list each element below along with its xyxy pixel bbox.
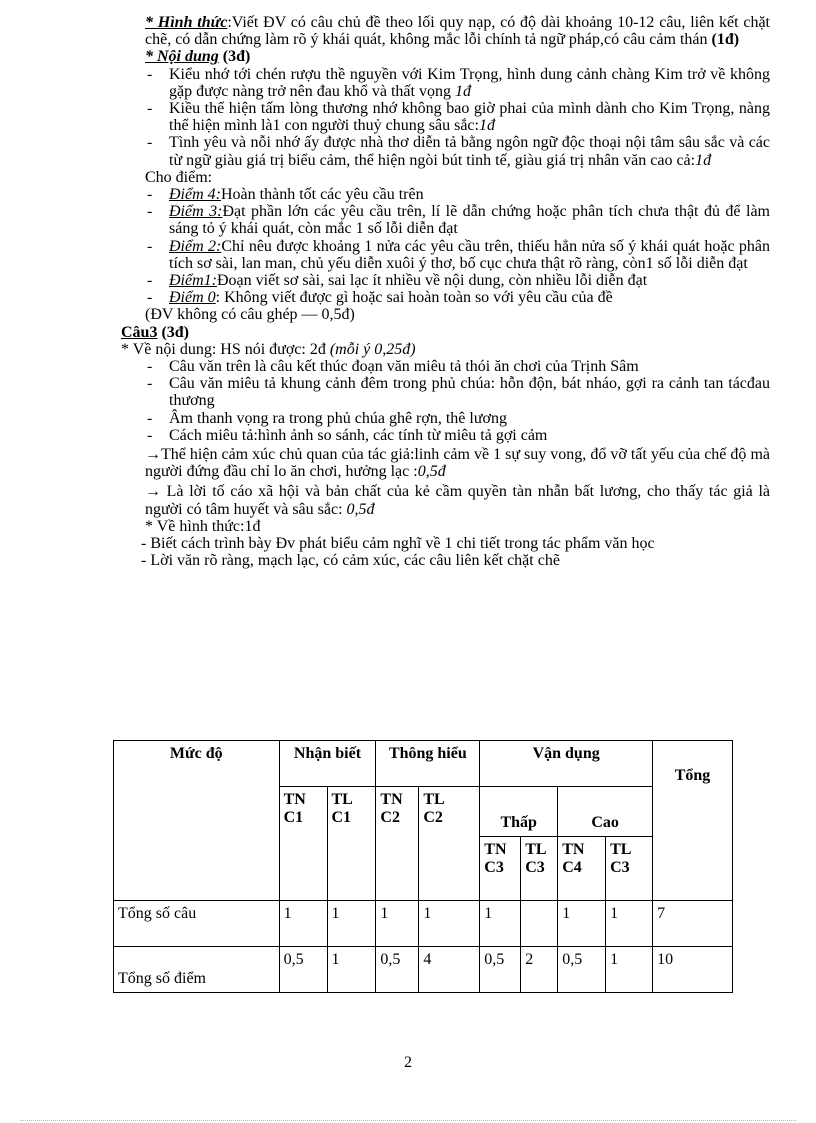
grade-item: - Điểm 4:Hoàn thành tốt các yêu cầu trên	[145, 186, 770, 203]
content-label: * Nội dung	[145, 48, 219, 66]
table-row	[114, 947, 733, 993]
table-cell: 1	[279, 901, 327, 947]
page-number: 2	[404, 1054, 412, 1071]
form-text: :Viết ĐV có câu chủ đề theo lối quy nạp, có độ dài khoảng 10-12 câu, liên kết chặt chẽ, có dẫn chứng làm rõ ý khái quát, không mắc lỗi chính tả ngữ pháp,có câu cảm thán	[145, 14, 770, 49]
table-cell: 0,5	[376, 947, 419, 993]
table-cell: 2	[521, 947, 558, 993]
grade-item: - Điểm 2:Chỉ nêu được khoảng 1 nửa các yêu cầu trên, thiếu hẳn nửa số ý khái quát hoặc phân tích sơ sài, lan man, chủ yếu diễn xuôi ý thơ, bố cục chưa thật rõ ràng, còn1 số lỗi diễn đạt	[145, 238, 770, 272]
sub-header: TN C3	[480, 837, 521, 901]
content-bullet: - Tình yêu và nỗi nhớ ấy được nhà thơ diễn tả bằng ngôn ngữ độc thoại nội tâm sâu sắc và các từ ngữ giàu giá trị biểu cảm, thể hiện ngòi bút tinh tế, giàu giá trị nhân văn cao cả:1đ	[145, 134, 770, 168]
q3-bullet: - Âm thanh vọng ra trong phủ chúa ghê rợn, thê lương	[145, 410, 770, 427]
table-cell: 0,5	[558, 947, 606, 993]
header-recognize: Nhận biết	[279, 741, 376, 787]
table-cell: 10	[653, 947, 733, 993]
q3-bullet: - Cách miêu tả:hình ảnh so sánh, các tính từ miêu tả gợi cảm	[145, 427, 770, 444]
form-intro: * Về hình thức:1đ	[145, 517, 261, 535]
table-cell: 0,5	[480, 947, 521, 993]
arrow-right-icon: →	[145, 483, 161, 501]
content-heading	[145, 48, 770, 65]
grade-item: - Điểm1:Đoạn viết sơ sài, sai lạc ít nhiều về nội dung, còn nhiều lỗi diễn đạt	[145, 272, 770, 289]
conclusion-item: →Thể hiện cảm xúc chủ quan của tác giả:linh cảm về 1 sự suy vong, đổ vỡ tất yếu của chế độ mà người đứng đầu chỉ lo ăn chơi, hưởng lạc :0,5đ	[145, 446, 770, 481]
arrow-right-icon: →	[145, 446, 161, 464]
table-cell: 1	[606, 947, 653, 993]
content-score: (3đ)	[222, 48, 251, 66]
header-understand: Thông hiểu	[376, 741, 480, 787]
q3-bullet: - Câu văn trên là câu kết thúc đoạn văn miêu tả thói ăn chơi của Trịnh Sâm	[145, 358, 770, 375]
sub-header: TN C2	[376, 787, 419, 901]
form-label: * Hình thức	[145, 14, 228, 31]
sub-header: TL C3	[521, 837, 558, 901]
table-cell: 7	[653, 901, 733, 947]
table-cell	[521, 901, 558, 947]
header-total: Tổng	[653, 741, 733, 901]
grading-title: Cho điểm:	[145, 168, 213, 186]
sub-header: TL C3	[606, 837, 653, 901]
q3-bullet: - Câu văn miêu tả khung cảnh đêm trong phủ chúa: hỗn độn, bát nháo, gợi ra cảnh tan tácđau thương	[145, 375, 770, 409]
score-matrix-table	[113, 740, 733, 993]
conclusion-item: → Là lời tố cáo xã hội và bản chất của kẻ cầm quyền tàn nhẫn bất lương, cho thấy tác giả là người có tâm huyết và sâu sắc: 0,5đ	[145, 483, 770, 518]
content-bullet: - Kiểu nhớ tới chén rượu thề nguyền với Kim Trọng, hình dung cảnh chàng Kim trở về không gặp được nàng trở nên đau khổ và thất vọng 1đ	[145, 66, 770, 100]
header-level: Mức độ	[114, 741, 280, 901]
form-item: - Lời văn rõ ràng, mạch lạc, có cảm xúc, các câu liên kết chặt chẽ	[141, 552, 560, 570]
question-3-heading: Câu3 (3đ)	[121, 323, 190, 341]
sub-header: TN C1	[279, 787, 327, 901]
table-cell: 1	[558, 901, 606, 947]
grade-item: - Điểm 0: Không viết được gì hoặc sai hoàn toàn so với yêu cầu của đề	[145, 289, 770, 306]
table-cell: 1	[606, 901, 653, 947]
table-cell: 1	[480, 901, 521, 947]
sub-header: TL C1	[327, 787, 376, 901]
table-cell: 1	[327, 947, 376, 993]
sub-header: TN C4	[558, 837, 606, 901]
grade-item: - Điểm 3:Đạt phần lớn các yêu cầu trên, lí lẽ dẫn chứng hoặc phân tích chưa thật đủ để làm sáng tỏ ý khái quát, còn mắc 1 số lỗi diễn đạt	[145, 203, 770, 237]
header-apply: Vận dụng	[480, 741, 653, 787]
answer-key-text	[121, 14, 770, 570]
form-item: - Biết cách trình bày Đv phát biểu cảm nghĩ về 1 chi tiết trong tác phẩm văn học	[141, 535, 655, 553]
content-intro: * Về nội dung: HS nói được: 2đ (mỗi ý 0,25đ)	[121, 340, 416, 358]
page-divider	[20, 1120, 796, 1121]
form-score: (1đ)	[711, 31, 740, 49]
note: (ĐV không có câu ghép — 0,5đ)	[145, 306, 355, 324]
table-cell: 1	[376, 901, 419, 947]
sub-header: TL C2	[419, 787, 480, 901]
table-cell: 4	[419, 947, 480, 993]
content-bullet: - Kiều thể hiện tấm lòng thương nhớ không bao giờ phai của mình dành cho Kim Trọng, nàng thể hiện mình là1 con người thuỷ chung sâu sắc:1đ	[145, 100, 770, 134]
header-low: Thấp	[480, 787, 558, 837]
row-label: Tổng số điểm	[114, 947, 280, 993]
form-criteria	[145, 14, 770, 48]
table-row	[114, 901, 733, 947]
row-label: Tổng số câu	[114, 901, 280, 947]
header-high: Cao	[558, 787, 653, 837]
table-cell: 1	[419, 901, 480, 947]
table-cell: 1	[327, 901, 376, 947]
table-cell: 0,5	[279, 947, 327, 993]
